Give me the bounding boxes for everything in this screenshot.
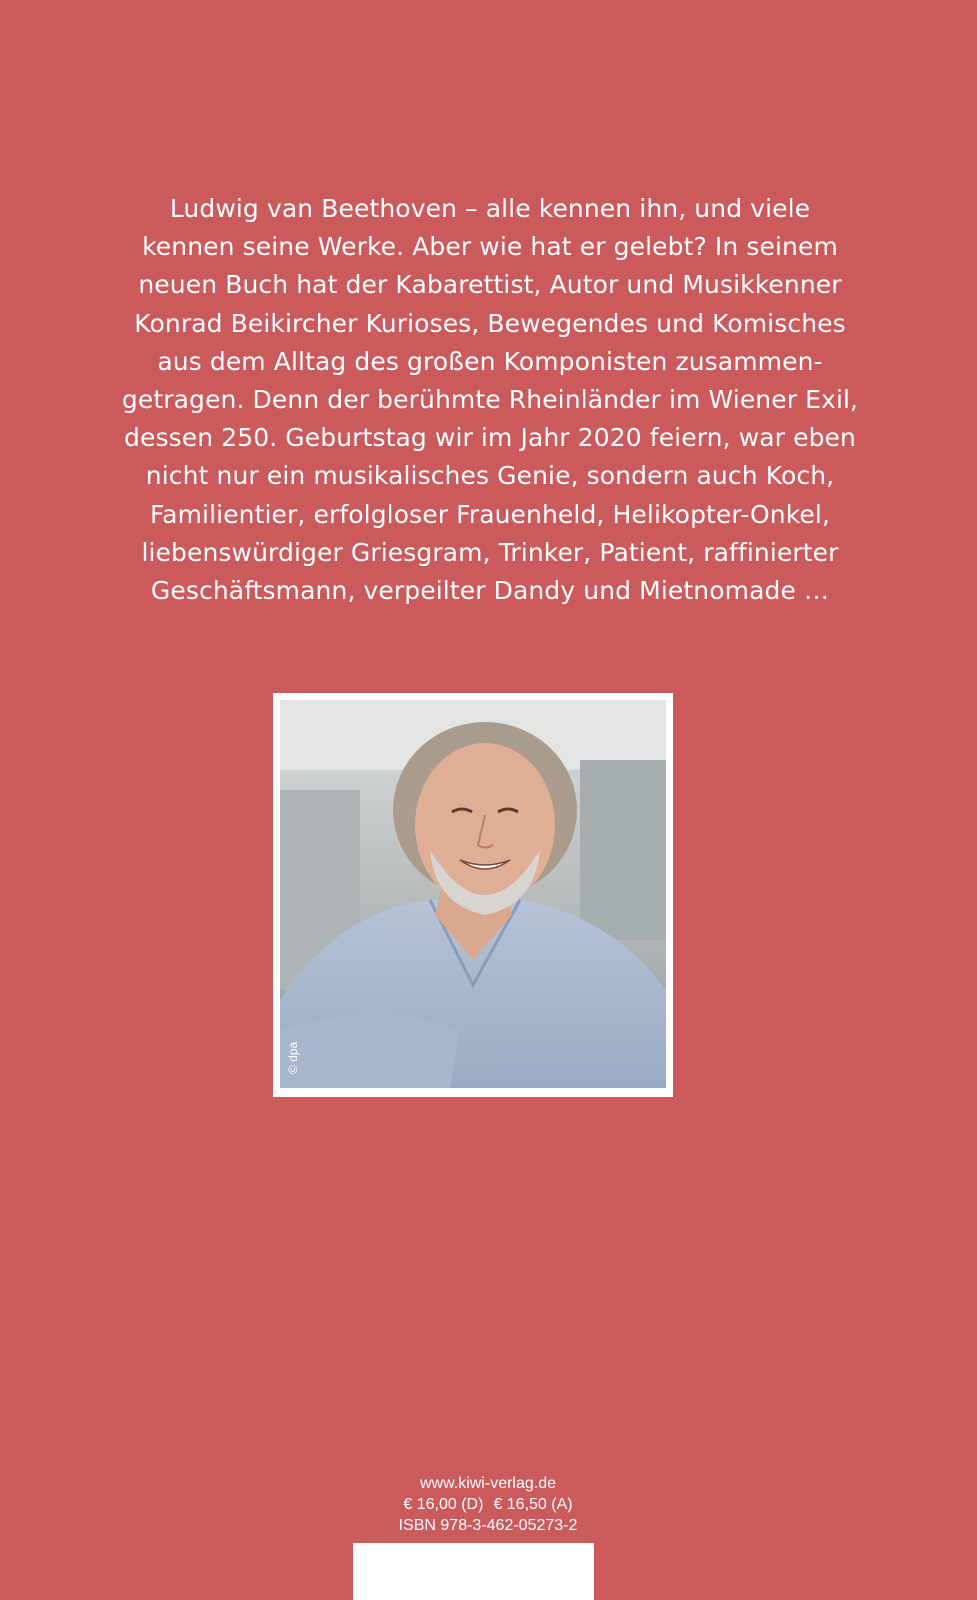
blurb-line: nicht nur ein musikalisches Genie, sondern auch Koch, xyxy=(145,461,835,491)
blurb-line: dessen 250. Geburtstag wir im Jahr 2020 feiern, war eben xyxy=(124,423,856,453)
price-germany: € 16,00 (D) xyxy=(403,1496,484,1513)
publisher-website: www.kiwi-verlag.de xyxy=(419,1475,557,1492)
blurb-line: Familientier, erfolgloser Frauenheld, Helikopter-Onkel, xyxy=(149,499,830,529)
publisher-info xyxy=(288,1473,688,1536)
author-photo xyxy=(280,700,666,1088)
blurb-line: getragen. Denn der berühmte Rheinländer im Wiener Exil, xyxy=(121,385,859,415)
price-line xyxy=(288,1494,688,1515)
blurb-line: liebenswürdiger Griesgram, Trinker, Patient, raffinierter xyxy=(141,537,839,567)
blurb-line: kennen seine Werke. Aber wie hat er gelebt? In seinem xyxy=(142,232,838,262)
author-photo-frame xyxy=(273,693,673,1097)
blurb-line: neuen Buch hat der Kabarettist, Autor und Musikkenner xyxy=(138,270,842,300)
barcode-area xyxy=(353,1543,594,1600)
blurb-line: Konrad Beikircher Kurioses, Bewegendes und Komisches xyxy=(134,308,846,338)
blurb-line: Geschäftsmann, verpeilter Dandy und Mietnomade … xyxy=(150,576,830,606)
author-portrait-illustration xyxy=(280,700,666,1088)
blurb-line: Ludwig van Beethoven – alle kennen ihn, und viele xyxy=(169,194,811,223)
isbn: ISBN 978-3-462-05273-2 xyxy=(398,1517,578,1534)
blurb-line: aus dem Alltag des großen Komponisten zusammen- xyxy=(157,346,823,376)
back-cover-blurb xyxy=(90,190,890,610)
price-austria: € 16,50 (A) xyxy=(493,1496,573,1513)
photo-credit: © dpa xyxy=(286,1041,300,1074)
